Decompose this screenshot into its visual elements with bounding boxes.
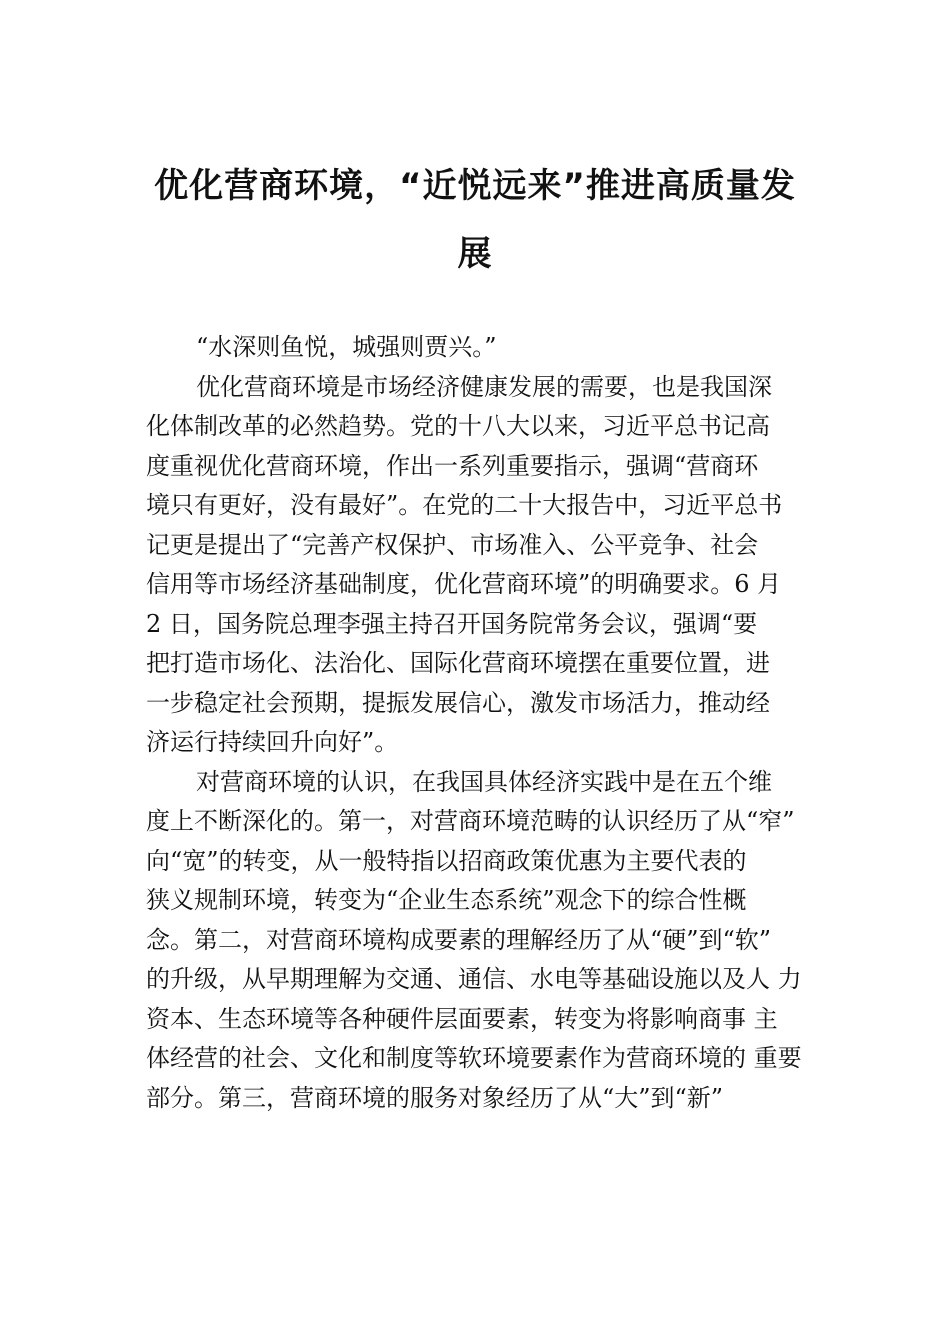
document-title [0, 152, 950, 288]
paragraph-2-line-3: 度重视优化营商环境，作出一系列重要指示，强调“营商环 [146, 451, 759, 480]
paragraph-2-line-7: 2 日，国务院总理李强主持召开国务院常务会议，强调“要 [146, 609, 758, 638]
document-body [146, 328, 836, 1118]
paragraph-2-line-6: 信用等市场经济基础制度，优化营商环境”的明确要求。6 月 [146, 570, 782, 598]
paragraph-2-line-2: 化体制改革的必然趋势。党的十八大以来，习近平总书记高 [146, 412, 770, 440]
paragraph-3-line-1: 对营商环境的认识，在我国具体经济实践中是在五个维 [196, 767, 772, 796]
paragraph-2-line-5: 记更是提出了“完善产权保护、市场准入、公平竞争、社会 [146, 530, 759, 559]
paragraph-3-line-8: 体经营的社会、文化和制度等软环境要素作为营商环境的 重要 [146, 1044, 802, 1072]
paragraph-2-line-4: 境只有更好，没有最好”。在党的二十大报告中，习近平总书 [146, 491, 783, 519]
paragraph-2-line-10: 济运行持续回升向好”。 [146, 728, 399, 756]
paragraph-3-line-9: 部分。第三，营商环境的服务对象经历了从“大”到“新” [146, 1083, 724, 1112]
paragraph-2-line-9: 一步稳定社会预期，提振发展信心，激发市场活力，推动经 [146, 688, 770, 717]
paragraph-3-line-5: 念。第二，对营商环境构成要素的理解经历了从“硬”到“软” [146, 925, 772, 954]
paragraph-3-line-3: 向“宽”的转变，从一般特指以招商政策优惠为主要代表的 [146, 846, 747, 875]
title-line-1: 优化营商环境，“近悦远来”推进高质量发 [154, 166, 796, 206]
paragraph-3-line-2: 度上不断深化的。第一，对营商环境范畴的认识经历了从“窄” [146, 807, 795, 835]
paragraph-2-line-1: 优化营商环境是市场经济健康发展的需要，也是我国深 [196, 372, 772, 401]
paragraph-2-line-8: 把打造市场化、法治化、国际化营商环境摆在重要位置，进 [146, 649, 770, 677]
title-line-2: 展 [457, 234, 493, 274]
paragraph-3-line-4: 狭义规制环境，转变为“企业生态系统”观念下的综合性概 [146, 886, 747, 914]
paragraph-3-line-6: 的升级，从早期理解为交通、通信、水电等基础设施以及人 力 [146, 965, 802, 993]
paragraph-1-line-1: “水深则鱼悦，城强则贾兴。” [196, 333, 497, 361]
paragraph-3-line-7: 资本、生态环境等各种硬件层面要素，转变为将影响商事 主 [146, 1004, 778, 1033]
